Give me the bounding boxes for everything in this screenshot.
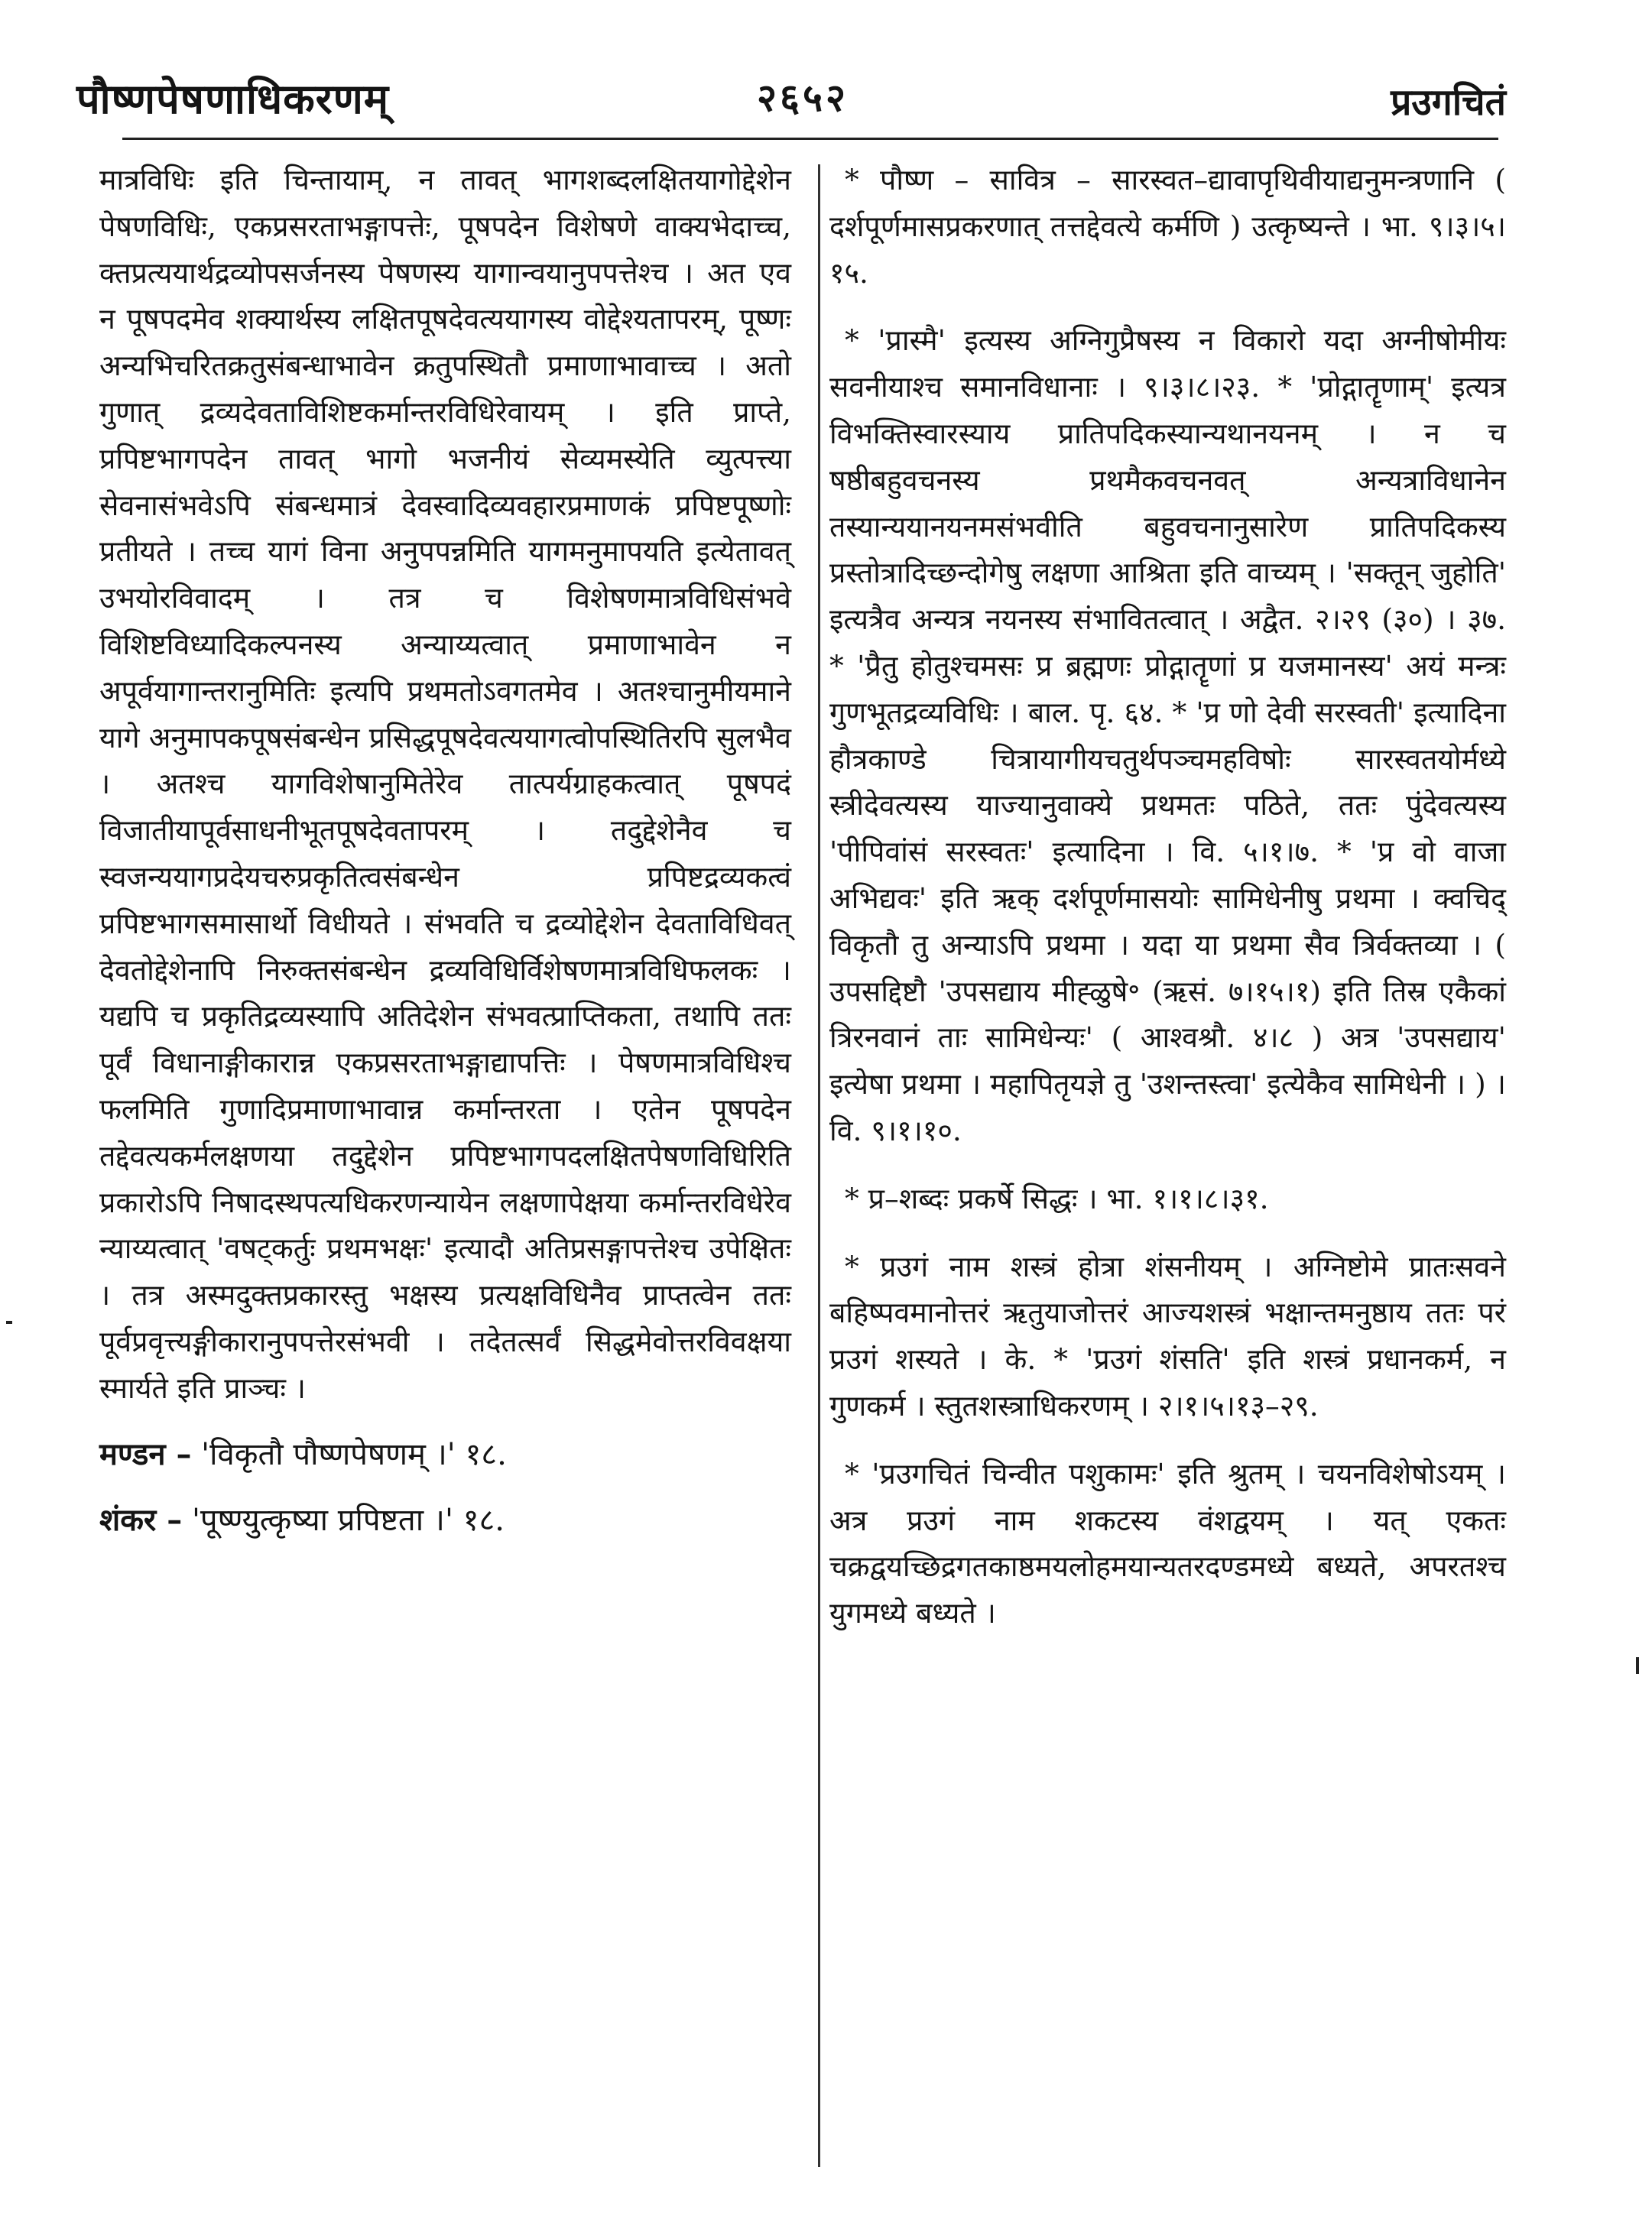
shankara-text: 'पूष्ण्युत्कृष्या प्रपिष्टता ।' १८. <box>191 1503 505 1539</box>
left-column-paragraph: मात्रविधिः इति चिन्तायाम्, न तावत् भागशब्दलक्षितयागोद्देशेन पेषणविधिः, एकप्रसरताभङ्गापत्तेः, पूषपदेन विशेषणे वाक्यभेदाच्च, क्तप्रत्ययार्थद्रव्योपसर्जनस्य पेषणस्य यागान्वयानुपपत्तेश्च । अत एव न पूषपदमेव शक्यार्थस्य लक्षितपूषदेवत्ययागस्य वोद्देश्यतापरम्, पूष्णः अन्यभिचरितक्रतुसंबन्धाभावेन क्रतुपस्थितौ प्रमाणाभावाच्च । अतो गुणात् द्रव्यदेवताविशिष्टकर्मान्तरविधिरेवायम् । इति प्राप्ते, प्रपिष्टभागपदेन तावत् भागो भजनीयं सेव्यमस्येति व्युत्पत्त्या सेवनासंभवेऽपि संबन्धमात्रं देवस्वादिव्यवहारप्रमाणकं प्रपिष्टपूष्णोः प्रतीयते । तच्च यागं विना अनुपपन्नमिति यागमनुमापयति इत्येतावत् उभयोरविवादम् । तत्र च विशेषणमात्रविधिसंभवे विशिष्टविध्यादिकल्पनस्य अन्याय्यत्वात् प्रमाणाभावेन न अपूर्वयागान्तरानुमितिः इत्यपि प्रथमतोऽवगतमेव । अतश्चानुमीयमाने यागे अनुमापकपूषसंबन्धेन प्रसिद्धपूषदेवत्ययागत्वोपस्थितिरपि सुलभैव । अतश्च यागविशेषानुमितेरेव तात्पर्यग्राहकत्वात् पूषपदं विजातीयापूर्वसाधनीभूतपूषदेवतापरम् । तदुद्देशेनैव च स्वजन्ययागप्रदेयचरुप्रकृतित्वसंबन्धेन प्रपिष्टद्रव्यकत्वं प्रपिष्टभागसमासार्थो विधीयते । संभवति च द्रव्योद्देशेन देवताविधिवत् देवतोद्देशेनापि निरुक्तसंबन्धेन द्रव्यविधिर्विशेषणमात्रविधिफलकः । यद्यपि च प्रकृतिद्रव्यस्यापि अतिदेशेन संभवत्प्राप्तिकता, तथापि ततः पूर्वं विधानाङ्गीकारान्न एकप्रसरताभङ्गाद्यापत्तिः । पेषणमात्रविधिश्च फलमिति गुणादिप्रमाणाभावान्न कर्मान्तरता । एतेन पूषपदेन तद्देवत्यकर्मलक्षणया तदुद्देशेन प्रपिष्टभागपदलक्षितपेषणविधिरिति प्रकारोऽपि निषादस्थपत्यधिकरणन्यायेन लक्षणापेक्षया कर्मान्तरविधेरेव न्याय्यत्वात् 'वषट्कर्तुः प्रथमभक्षः' इत्यादौ अतिप्रसङ्गापत्तेश्च उपेक्षितः । तत्र अस्मदुक्तप्रकारस्तु भक्षस्य प्रत्यक्षविधिनैव प्राप्तत्वेन ततः पूर्वप्रवृत्त्यङ्गीकारानुपपत्तेरसंभवी । तदेतत्सर्वं सिद्धमेवोत्तरविवक्षया स्मार्यते इति प्राञ्चः । <box>99 163 791 1405</box>
mandana-reference <box>99 1432 791 1478</box>
right-column <box>829 157 1506 1658</box>
entry-paushna: * पौष्ण – सावित्र – सारस्वत–द्यावापृथिवीयाद्यनुमन्त्रणानि ( दर्शपूर्णमासप्रकरणात् तत्तद्देवत्ये कर्मणि ) उत्कृष्यन्ते । भा. ९।३।५।१५. <box>829 163 1506 290</box>
shankara-reference <box>99 1497 791 1544</box>
column-divider <box>818 164 820 2167</box>
entry-pra-shabda: * प्र–शब्दः प्रकर्षे सिद्धः । भा. १।१।८।३१. <box>845 1181 1269 1215</box>
margin-mark <box>6 1321 12 1324</box>
running-head-right: प्रउगचितं <box>1391 81 1506 124</box>
mandana-label: मण्डन – <box>99 1436 192 1472</box>
margin-mark-right <box>1636 1657 1639 1674</box>
mandana-text: 'विकृतौ पौष्णपेषणम् ।' १८. <box>201 1436 507 1472</box>
shankara-label: शंकर – <box>99 1502 183 1539</box>
header-rule <box>122 138 1498 140</box>
running-head-left: पौष्णपेषणाधिकरणम् <box>76 74 390 123</box>
page-number: २६५२ <box>757 75 849 120</box>
page-header <box>76 61 1506 145</box>
entry-prasmai: * 'प्रास्मै' इत्यस्य अग्निगुप्रैषस्य न विकारो यदा अग्नीषोमीयः सवनीयाश्च समानविधानाः । ९।३।८।२३. * 'प्रोद्गातॄणाम्' इत्यत्र विभक्तिस्वारस्याय प्रातिपदिकस्यान्यथानयनम् । न च षष्ठीबहुवचनस्य प्रथमैकवचनवत् अन्यत्राविधानेन तस्यान्ययानयनमसंभवीति बहुवचनानुसारेण प्रातिपदिकस्य प्रस्तोत्रादिच्छन्दोगेषु लक्षणा आश्रिता इति वाच्यम् । 'सक्तून् जुहोति' इत्यत्रैव अन्यत्र नयनस्य संभावितत्वात् । अद्वैत. २।२९ (३०) । ३७. * 'प्रैतु होतुश्चमसः प्र ब्रह्मणः प्रोद्गातॄणां प्र यजमानस्य' अयं मन्त्रः गुणभूतद्रव्यविधिः । बाल. पृ. ६४. * 'प्र णो देवी सरस्वती' इत्यादिना हौत्रकाण्डे चित्रायागीयचतुर्थपञ्चमहविषोः सारस्वतयोर्मध्ये स्त्रीदेवत्यस्य याज्यानुवाक्ये प्रथमतः पठिते, ततः पुंदेवत्यस्य 'पीपिवांसं सरस्वतः' इत्यादिना । वि. ५।१।७. * 'प्र वो वाजा अभिद्यवः' इति ऋक् दर्शपूर्णमासयोः सामिधेनीषु प्रथमा । क्वचिद् विकृतौ तु अन्याऽपि प्रथमा । यदा या प्रथमा सैव त्रिर्वक्तव्या । ( उपसद्दिष्टौ 'उपसद्याय मीह्ळुषे॰ (ऋसं. ७।१५।१) इति तिस्र एकैकां त्रिरनवानं ताः सामिधेन्यः' ( आश्वश्रौ. ४।८ ) अत्र 'उपसद्याय' इत्येषा प्रथमा । महापितृयज्ञे तु 'उशन्तस्त्वा' इत्येकैव सामिधेनी । ) । वि. ९।१।१०. <box>829 323 1506 1147</box>
entry-praugam: * प्रउगं नाम शस्त्रं होत्रा शंसनीयम् । अग्निष्टोमे प्रातःसवने बहिष्पवमानोत्तरं ऋतुयाजोत्तरं आज्यशस्त्रं भक्षान्तमनुष्ठाय ततः परं प्रउगं शस्यते । के. * 'प्रउगं शंसति' इति शस्त्रं प्रधानकर्म, न गुणकर्म । स्तुतशस्त्राधिकरणम् । २।१।५।१३–२९. <box>829 1249 1506 1423</box>
entry-praugachitam: * 'प्रउगचितं चिन्वीत पशुकामः' इति श्रुतम् । चयनविशेषोऽयम् । अत्र प्रउगं नाम शकटस्य वंशद्वयम् । यत् एकतः चक्रद्वयच्छिद्रगतकाष्ठमयलोहमयान्यतरदण्डमध्ये बध्यते, अपरतश्च युगमध्ये बध्यते । <box>829 1456 1506 1630</box>
left-column <box>99 157 791 1544</box>
